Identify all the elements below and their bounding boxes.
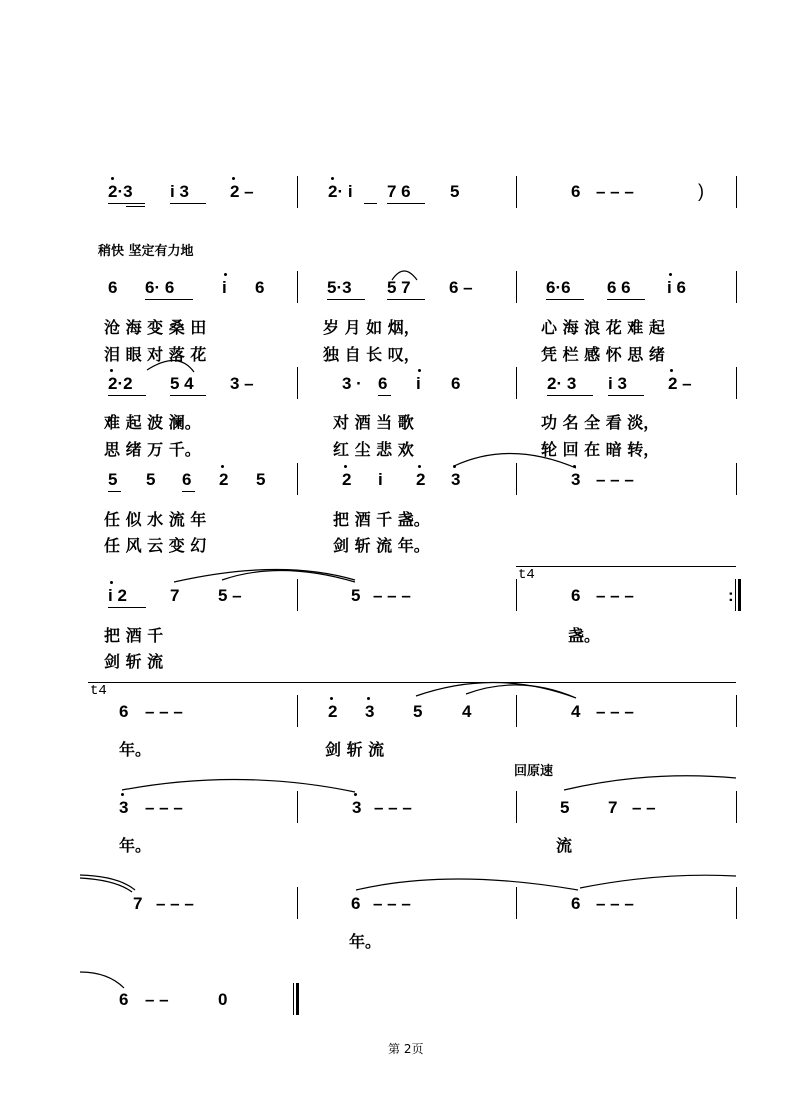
barline bbox=[736, 695, 737, 727]
barline bbox=[297, 463, 298, 495]
underline bbox=[547, 395, 593, 396]
note-group: 4 bbox=[571, 702, 581, 721]
octave-dot bbox=[367, 697, 370, 700]
note-group: 5 bbox=[450, 182, 460, 201]
barline bbox=[516, 271, 517, 303]
note-group: i bbox=[378, 470, 383, 489]
lyric-line: 任 风 云 变 幻 bbox=[104, 536, 207, 555]
slur bbox=[356, 879, 578, 890]
lyric-line: 年。 bbox=[349, 932, 382, 951]
barline bbox=[516, 463, 517, 495]
note-group: – – – bbox=[145, 798, 183, 817]
note-group: i bbox=[416, 374, 421, 393]
barline bbox=[297, 176, 298, 208]
octave-dot bbox=[330, 697, 333, 700]
lyric-line: 把 酒 千 盏。 bbox=[333, 510, 430, 529]
barline bbox=[736, 463, 737, 495]
underline bbox=[108, 607, 146, 608]
note-group: i 3 bbox=[170, 182, 189, 201]
note-group: – – – bbox=[596, 182, 634, 201]
repeat-dots: : bbox=[728, 586, 734, 605]
slur bbox=[564, 776, 736, 790]
tie bbox=[80, 972, 124, 988]
barline bbox=[516, 791, 517, 823]
lyric-line: 难 起 波 澜。 bbox=[104, 413, 201, 432]
barline bbox=[736, 271, 737, 303]
underline bbox=[126, 206, 145, 207]
underline bbox=[108, 395, 146, 396]
note-group: 6 bbox=[571, 586, 581, 605]
barline bbox=[736, 887, 737, 919]
note-group: 6 bbox=[571, 894, 581, 913]
note-group: – – – bbox=[374, 798, 412, 817]
barline bbox=[736, 791, 737, 823]
barline bbox=[516, 887, 517, 919]
octave-dot bbox=[331, 177, 334, 180]
note-group: 2 bbox=[328, 702, 338, 721]
note-group: 7 bbox=[133, 894, 143, 913]
close-paren: ) bbox=[698, 181, 704, 201]
note-group: 7 bbox=[608, 798, 618, 817]
underline bbox=[145, 299, 193, 300]
note-group: 6 bbox=[182, 470, 192, 489]
lyric-line: 剑 斩 流 bbox=[325, 740, 385, 759]
note-group: 6 bbox=[351, 894, 361, 913]
underline bbox=[170, 395, 206, 396]
underline bbox=[607, 299, 645, 300]
note-group: – – – bbox=[145, 702, 183, 721]
octave-dot bbox=[354, 793, 357, 796]
note-group: 5 bbox=[108, 470, 118, 489]
tempo-marking: 稍快 坚定有力地 bbox=[98, 244, 194, 259]
note-group: 5 bbox=[413, 702, 423, 721]
barline bbox=[516, 695, 517, 727]
note-group: 2 bbox=[219, 470, 229, 489]
octave-dot bbox=[232, 177, 235, 180]
note-group: 6 bbox=[119, 990, 129, 1009]
note-group: 6 bbox=[378, 374, 388, 393]
note-group: 6 – bbox=[449, 278, 473, 297]
note-group: 6 bbox=[119, 702, 129, 721]
underline bbox=[546, 299, 584, 300]
slur bbox=[122, 779, 355, 792]
note-group: 2 – bbox=[668, 374, 692, 393]
underline bbox=[327, 299, 365, 300]
underline bbox=[387, 299, 425, 300]
octave-dot bbox=[670, 369, 673, 372]
note-group: – – bbox=[145, 990, 169, 1009]
lyric-line: 泪 眼 对 落 花 bbox=[104, 345, 207, 364]
note-group: 3 bbox=[352, 798, 362, 817]
note-group: i 6 bbox=[667, 278, 686, 297]
note-group: 2 bbox=[342, 470, 352, 489]
note-group: 2 – bbox=[230, 182, 254, 201]
note-group: 5·3 bbox=[327, 278, 352, 297]
lyric-line: 盏。 bbox=[568, 626, 601, 645]
barline bbox=[736, 367, 737, 399]
lyric-line: 思 绪 万 千。 bbox=[104, 440, 201, 459]
slur bbox=[416, 682, 576, 698]
lyric-line: 年。 bbox=[119, 836, 152, 855]
underline bbox=[608, 395, 644, 396]
note-group: 6 bbox=[108, 278, 118, 297]
octave-dot bbox=[418, 369, 421, 372]
lyric-line: 沧 海 变 桑 田 bbox=[104, 318, 207, 337]
note-group: 3 bbox=[119, 798, 129, 817]
volta-line bbox=[88, 682, 736, 683]
octave-dot bbox=[224, 273, 227, 276]
octave-dot bbox=[110, 581, 113, 584]
note-group: i bbox=[222, 278, 227, 297]
octave-dot bbox=[221, 465, 224, 468]
note-group: – – – bbox=[373, 586, 411, 605]
volta-mark: t4 bbox=[90, 683, 107, 699]
lyric-line: 对 酒 当 歌 bbox=[333, 413, 414, 432]
note-group: 4 bbox=[462, 702, 472, 721]
lyric-line: 岁 月 如 烟， bbox=[323, 318, 420, 337]
note-group: i 2 bbox=[108, 586, 127, 605]
note-group: 5 bbox=[256, 470, 266, 489]
slur bbox=[580, 875, 736, 888]
tie bbox=[80, 878, 132, 892]
note-group: – – – bbox=[596, 894, 634, 913]
volta-mark: t4 bbox=[518, 567, 535, 583]
note-group: 3 bbox=[365, 702, 375, 721]
barline bbox=[516, 367, 517, 399]
lyric-line: 凭 栏 感 怀 思 绪 bbox=[541, 345, 665, 364]
lyric-line: 流 bbox=[556, 836, 573, 855]
note-group: 3 bbox=[571, 470, 581, 489]
octave-dot bbox=[111, 177, 114, 180]
note-group: 3 – bbox=[230, 374, 254, 393]
note-group: 5 4 bbox=[170, 374, 194, 393]
tempo-marking: 回原速 bbox=[514, 764, 554, 779]
slur bbox=[174, 569, 355, 582]
lyric-line: 年。 bbox=[119, 740, 152, 759]
tie bbox=[80, 875, 135, 890]
octave-dot bbox=[453, 465, 456, 468]
underline bbox=[378, 395, 391, 396]
underline bbox=[387, 203, 425, 204]
octave-dot bbox=[573, 465, 576, 468]
note-group: 0 bbox=[218, 990, 228, 1009]
note-group: – – – bbox=[373, 894, 411, 913]
repeat-bar bbox=[738, 579, 741, 611]
note-group: i 3 bbox=[608, 374, 627, 393]
underline bbox=[170, 203, 206, 204]
note-group: 2· 3 bbox=[547, 374, 577, 393]
note-group: 7 bbox=[170, 586, 180, 605]
lyric-line: 剑 斩 流 年。 bbox=[333, 536, 430, 555]
note-group: 2 bbox=[416, 470, 426, 489]
lyric-line: 独 自 长 叹， bbox=[323, 345, 420, 364]
barline bbox=[736, 176, 737, 208]
barline bbox=[735, 579, 736, 611]
barline bbox=[297, 579, 298, 611]
final-bar bbox=[296, 983, 299, 1015]
note-group: 6 bbox=[255, 278, 265, 297]
barline bbox=[297, 367, 298, 399]
note-group: – – bbox=[632, 798, 656, 817]
note-group: – – – bbox=[596, 470, 634, 489]
note-group: 2·3 bbox=[108, 182, 133, 201]
octave-dot bbox=[110, 369, 113, 372]
underline bbox=[108, 203, 145, 204]
note-group: 5 bbox=[351, 586, 361, 605]
barline bbox=[516, 579, 517, 611]
barline bbox=[297, 695, 298, 727]
underline bbox=[364, 203, 377, 204]
barline bbox=[297, 887, 298, 919]
note-group: 6·6 bbox=[546, 278, 571, 297]
page-number: 第 2页 bbox=[388, 1042, 424, 1056]
note-group: 5 – bbox=[218, 586, 242, 605]
underline bbox=[108, 491, 121, 492]
octave-dot bbox=[121, 793, 124, 796]
lyric-line: 功 名 全 看 淡， bbox=[541, 413, 660, 432]
note-group: 5 bbox=[146, 470, 156, 489]
barline bbox=[293, 983, 294, 1015]
note-group: 6 6 bbox=[607, 278, 631, 297]
lyric-line: 把 酒 千 bbox=[104, 626, 164, 645]
octave-dot bbox=[418, 465, 421, 468]
note-group: 6 bbox=[571, 182, 581, 201]
octave-dot bbox=[669, 273, 672, 276]
underline bbox=[182, 491, 195, 492]
octave-dot bbox=[344, 465, 347, 468]
note-group: 2·2 bbox=[108, 374, 133, 393]
barline bbox=[297, 271, 298, 303]
note-group: 2· i bbox=[328, 182, 353, 201]
note-group: 6 bbox=[451, 374, 461, 393]
lyric-line: 剑 斩 流 bbox=[104, 652, 164, 671]
barline bbox=[516, 176, 517, 208]
note-group: 5 7 bbox=[387, 278, 411, 297]
lyric-line: 红 尘 悲 欢 bbox=[333, 440, 414, 459]
note-group: 3 bbox=[451, 470, 461, 489]
note-group: 6· 6 bbox=[145, 278, 175, 297]
lyric-line: 轮 回 在 暗 转， bbox=[541, 440, 660, 459]
note-group: 3 · bbox=[342, 374, 362, 393]
lyric-line: 心 海 浪 花 难 起 bbox=[541, 318, 665, 337]
lyric-line: 任 似 水 流 年 bbox=[104, 510, 207, 529]
note-group: 7 6 bbox=[387, 182, 411, 201]
note-group: – – – bbox=[156, 894, 194, 913]
slur bbox=[466, 685, 576, 698]
note-group: 5 bbox=[560, 798, 570, 817]
note-group: – – – bbox=[596, 702, 634, 721]
volta-line bbox=[516, 566, 736, 567]
slur bbox=[222, 570, 355, 582]
note-group: – – – bbox=[596, 586, 634, 605]
barline bbox=[297, 791, 298, 823]
